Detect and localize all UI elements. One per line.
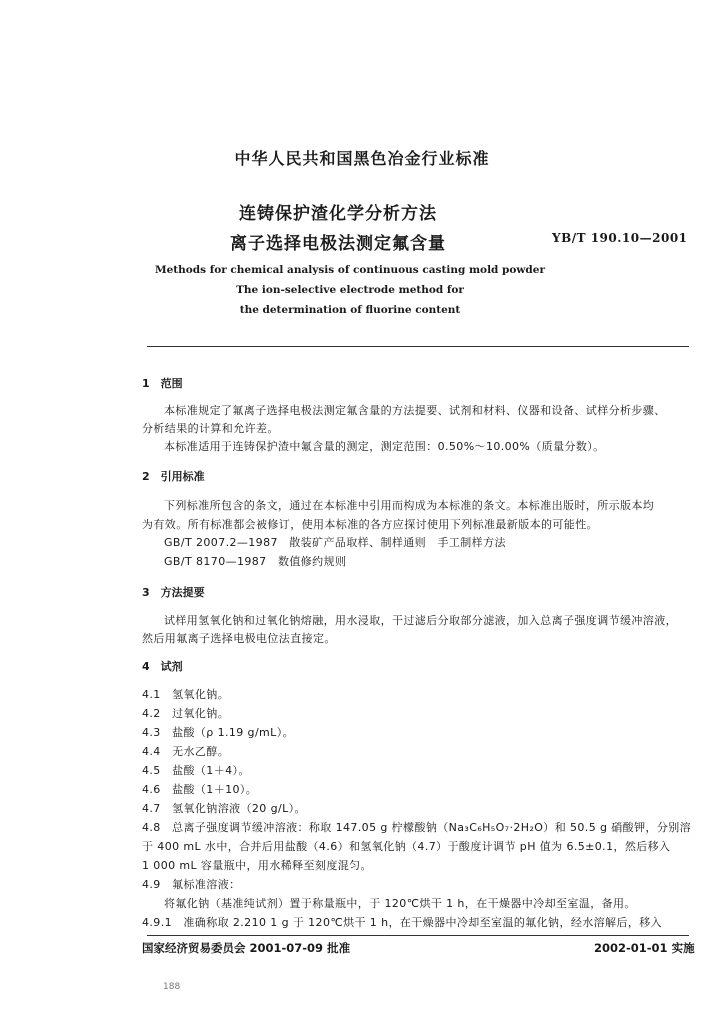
title-cn-line2: 离子选择电极法测定氟含量 [230,234,446,254]
title-cn-line1: 连铸保护渣化学分析方法 [239,204,437,224]
section-2-ref2: GB/T 8170—1987 数值修约规则 [164,555,347,568]
reagent-item: 4.5 盐酸（1＋4）。 [142,764,250,777]
reagent-item: 4.2 过氧化钠。 [142,707,230,720]
section-1-para1-line2: 分析结果的计算和允许差。 [142,422,279,435]
header-divider [147,346,689,347]
reagent-4-9: 4.9 氟标准溶液： [142,878,241,891]
standard-org-title: 中华人民共和国黑色冶金行业标准 [234,149,490,168]
reagent-4-8-line2: 于 400 mL 水中，合并后用盐酸（4.6）和氢氧化钠（4.7）于酸度计调节 pH 值为 6.5±0.1，然后移入 [142,840,671,853]
section-3-para1-line1: 试样用氢氧化钠和过氧化钠熔融，用水浸取，干过滤后分取部分滤液，加入总离子强度调节缓冲溶液， [164,614,677,627]
section-2-para1-line1: 下列标准所包含的条文，通过在本标准中引用而构成为本标准的条文。本标准出版时，所示版本均 [164,499,655,512]
approval-date: 国家经济贸易委员会 2001-07-09 批准 [142,941,351,955]
implementation-date: 2002-01-01 实施 [594,941,695,955]
reagent-4-9-para: 将氟化钠（基准纯试剂）置于称量瓶中，于 120℃烘干 1 h，在干燥器中冷却至室温，备用。 [164,897,636,910]
section-2-para1-line2: 为有效。所有标准都会被修订，使用本标准的各方应探讨使用下列标准最新版本的可能性。 [142,518,598,531]
reagent-4-8-line1: 4.8 总离子强度调节缓冲溶液：称取 147.05 g 柠檬酸钠（Na₃C₆H₅O₇·2H₂O）和 50.5 g 硝酸钾，分别溶 [142,821,692,834]
section-2-heading: 2 引用标准 [142,470,205,483]
section-1-para2: 本标准适用于连铸保护渣中氟含量的测定，测定范围：0.50%～10.00%（质量分数）。 [164,440,605,453]
section-2-ref1: GB/T 2007.2—1987 散装矿产品取样、制样通则 手工制样方法 [164,536,506,549]
section-1-para1-line1: 本标准规定了氟离子选择电极法测定氟含量的方法提要、试剂和材料、仪器和设备、试样分析步骤、 [164,404,666,417]
reagent-item: 4.6 盐酸（1＋10）。 [142,783,258,796]
reagent-4-9-1: 4.9.1 准确称取 2.210 1 g 于 120℃烘干 1 h，在干燥器中冷却至室温的氟化钠，经水溶解后，移入 [142,916,663,929]
section-4-heading: 4 试剂 [142,660,183,673]
title-en-line2: The ion-selective electrode method for [236,284,464,296]
title-en-line1: Methods for chemical analysis of continuous casting mold powder [155,264,545,276]
reagent-item: 4.1 氢氧化钠。 [142,688,230,701]
title-en-line3: the determination of fluorine content [239,304,461,316]
standard-code: YB/T 190.10—2001 [552,231,688,245]
reagent-item: 4.7 氢氧化钠溶液（20 g/L）。 [142,802,306,815]
reagent-item: 4.3 盐酸（ρ 1.19 g/mL）。 [142,726,294,739]
section-3-heading: 3 方法提要 [142,586,205,599]
footer-divider [147,935,689,936]
page-number: 188 [163,982,181,992]
reagent-4-8-line3: 1 000 mL 容量瓶中，用水稀释至刻度混匀。 [142,859,372,872]
section-1-heading: 1 范围 [142,377,183,390]
reagent-item: 4.4 无水乙醇。 [142,745,230,758]
section-3-para1-line2: 然后用氟离子选择电极电位法直接定。 [142,632,336,645]
